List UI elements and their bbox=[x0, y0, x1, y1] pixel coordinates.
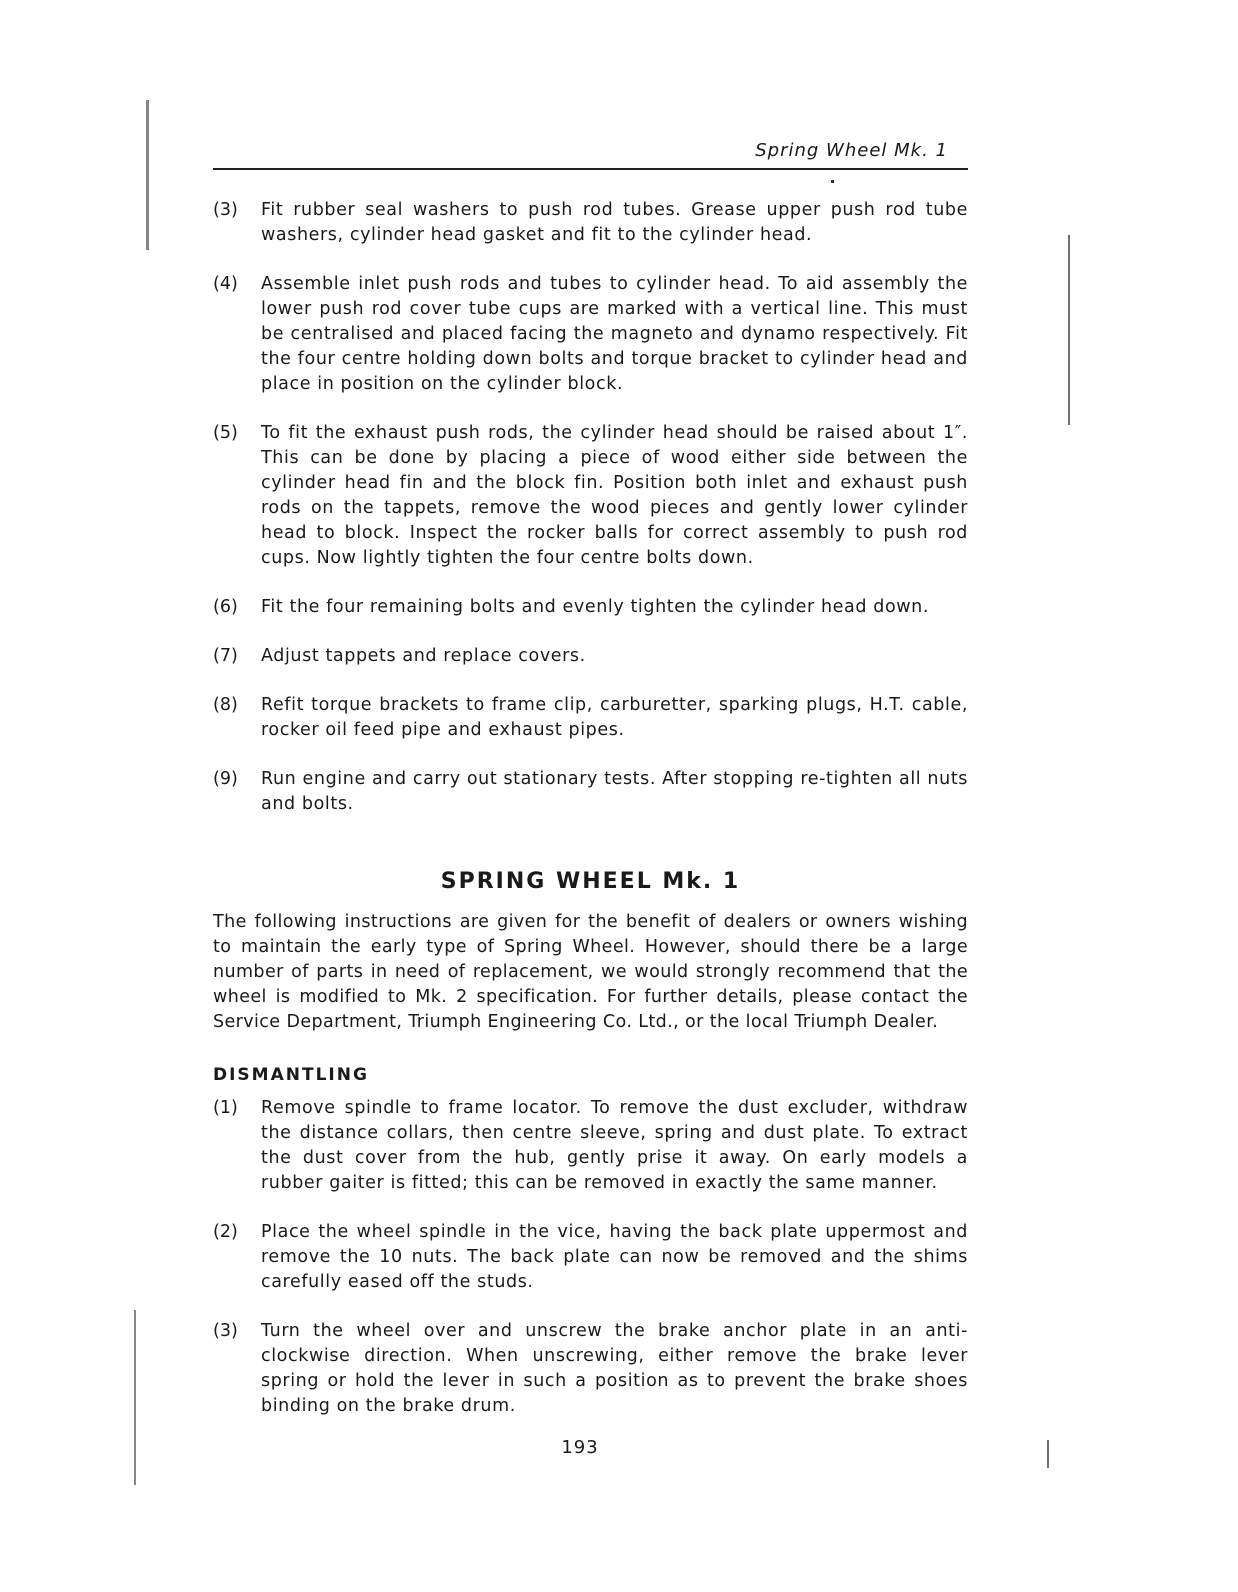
step-number: (3) bbox=[213, 1321, 238, 1341]
list-item bbox=[213, 767, 968, 817]
step-number: (1) bbox=[213, 1098, 238, 1118]
step-text: Fit rubber seal washers to push rod tubes. Grease upper push rod tube washers, cylinder head gasket and fit to the cylinder head. bbox=[261, 200, 968, 245]
page-content bbox=[213, 198, 968, 1443]
step-text: Place the wheel spindle in the vice, having the back plate uppermost and remove the 10 nuts. The back plate can now be removed and the shims carefully eased off the studs. bbox=[261, 1222, 968, 1292]
list-item bbox=[213, 272, 968, 397]
steps-top bbox=[213, 198, 968, 817]
list-item bbox=[213, 1220, 968, 1295]
header-rule bbox=[213, 168, 968, 170]
step-text: Assemble inlet push rods and tubes to cylinder head. To aid assembly the lower push rod cover tube cups are marked with a vertical line. This must be centralised and placed facing the magneto and dynamo respectively. Fit the four centre holding down bolts and torque bracket to cylinder head and place in position on the cylinder block. bbox=[261, 274, 968, 394]
section-title: SPRING WHEEL Mk. 1 bbox=[440, 869, 741, 894]
step-number: (2) bbox=[213, 1222, 238, 1242]
list-item bbox=[213, 1319, 968, 1419]
intro-paragraph: The following instructions are given for the benefit of dealers or owners wishing to maintain the early type of Spring Wheel. However, should there be a large number of parts in need of replacement, we would strongly recommend that the wheel is modified to Mk. 2 specification. For further details, please contact the Service Department, Triumph Engineering Co. Ltd., or the local Triumph Dealer. bbox=[213, 912, 968, 1032]
step-number: (9) bbox=[213, 769, 238, 789]
subheading-dismantling: DISMANTLING bbox=[213, 1065, 369, 1085]
step-number: (4) bbox=[213, 274, 238, 294]
step-text: Remove spindle to frame locator. To remove the dust excluder, withdraw the distance collars, then centre sleeve, spring and dust plate. To extract the dust cover from the hub, gently prise it away. On early models a rubber gaiter is fitted; this can be removed in exactly the same manner. bbox=[261, 1098, 968, 1193]
step-number: (3) bbox=[213, 200, 238, 220]
step-text: To fit the exhaust push rods, the cylinder head should be raised about 1″. This can be done by placing a piece of wood either side between the cylinder head fin and the block fin. Position both inlet and exhaust push rods on the tappets, remove the wood pieces and gently lower cylinder head to block. Inspect the rocker balls for correct assembly to push rod cups. Now lightly tighten the four centre bolts down. bbox=[261, 423, 968, 568]
list-item bbox=[213, 644, 968, 669]
step-text: Turn the wheel over and unscrew the brake anchor plate in an anti-clockwise direction. When unscrewing, either remove the brake lever spring or hold the lever in such a position as to prevent the brake shoes binding on the brake drum. bbox=[261, 1321, 968, 1416]
step-text: Adjust tappets and replace covers. bbox=[261, 646, 586, 666]
list-item bbox=[213, 198, 968, 248]
list-item bbox=[213, 1096, 968, 1196]
list-item bbox=[213, 595, 968, 620]
scan-mark-left-top bbox=[146, 100, 149, 250]
step-number: (8) bbox=[213, 695, 238, 715]
list-item bbox=[213, 421, 968, 571]
steps-dismantling bbox=[213, 1096, 968, 1419]
page-number: 193 bbox=[561, 1437, 599, 1458]
step-text: Fit the four remaining bolts and evenly tighten the cylinder head down. bbox=[261, 597, 930, 617]
scan-mark-right-top bbox=[1068, 235, 1070, 425]
step-number: (7) bbox=[213, 646, 238, 666]
step-text: Refit torque brackets to frame clip, carburetter, sparking plugs, H.T. cable, rocker oil feed pipe and exhaust pipes. bbox=[261, 695, 968, 740]
step-number: (5) bbox=[213, 423, 238, 443]
page-header-title: Spring Wheel Mk. 1 bbox=[755, 140, 948, 161]
scan-mark-left-bottom bbox=[134, 1310, 136, 1485]
step-text: Run engine and carry out stationary tests. After stopping re-tighten all nuts and bolts. bbox=[261, 769, 968, 814]
step-number: (6) bbox=[213, 597, 238, 617]
list-item bbox=[213, 693, 968, 743]
header-tick bbox=[831, 180, 834, 183]
